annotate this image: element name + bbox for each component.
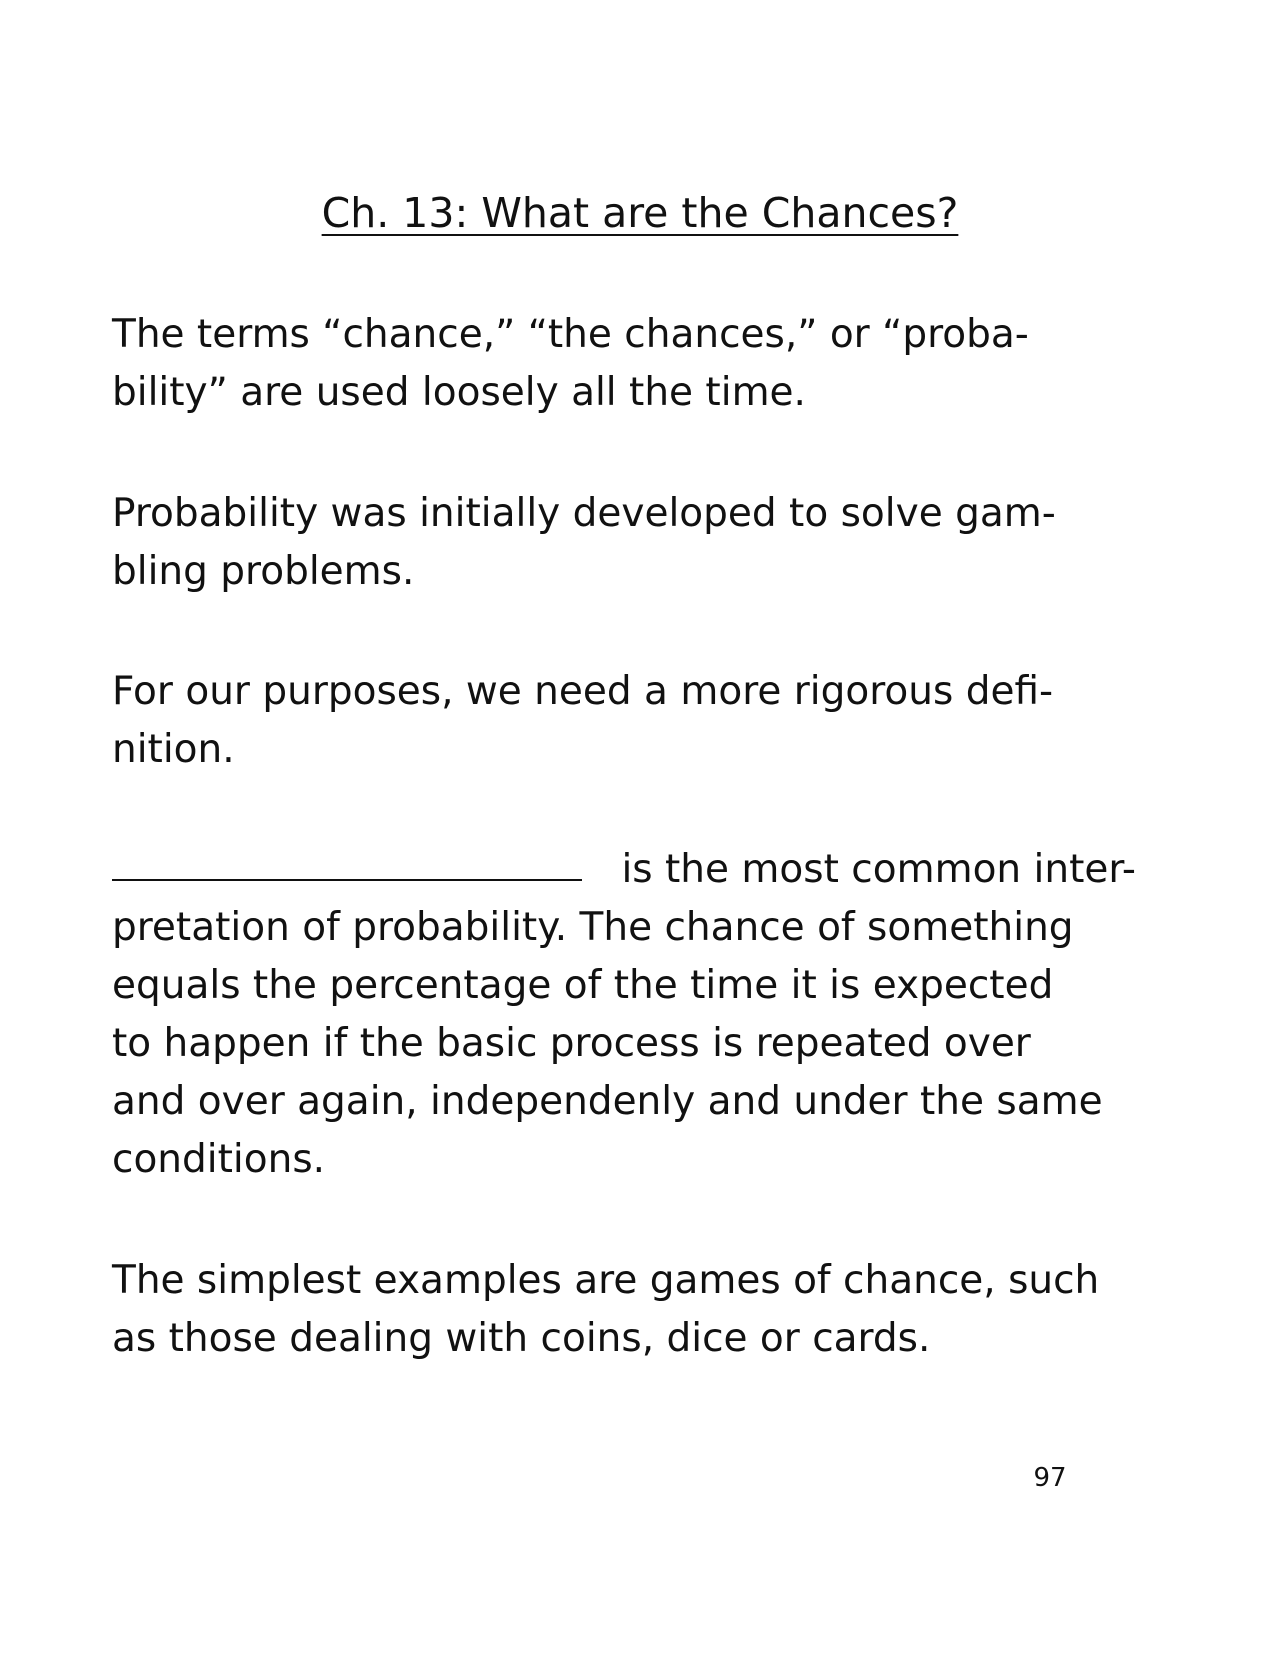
paragraph-line: bling problems. [112, 549, 415, 594]
blank-suffix-text: is the most common inter- [621, 847, 1136, 892]
blank-line [112, 841, 1136, 899]
paragraph-gambling [112, 485, 1136, 601]
paragraph-line: to happen if the basic process is repeated over [112, 1021, 1031, 1066]
page-title: Ch. 13: What are the Chances? [321, 189, 959, 237]
paragraph-terms [112, 306, 1136, 422]
paragraph-line: as those dealing with coins, dice or cards. [112, 1316, 931, 1361]
paragraph-line: For our purposes, we need a more rigorous defi- [112, 669, 1054, 714]
paragraph-line: Probability was initially developed to solve gam- [112, 491, 1056, 536]
paragraph-line: bility” are used loosely all the time. [112, 370, 806, 415]
paragraph-line: equals the percentage of the time it is expected [112, 963, 1054, 1008]
page-number: 97 [1033, 1463, 1067, 1493]
paragraph-examples [112, 1252, 1136, 1368]
paragraph-line: nition. [112, 727, 235, 772]
paragraph-line: pretation of probability. The chance of something [112, 905, 1074, 950]
paragraph-line: The terms “chance,” “the chances,” or “proba- [112, 312, 1029, 357]
paragraph-line: conditions. [112, 1137, 326, 1182]
paragraph-line: and over again, independenly and under the same [112, 1079, 1103, 1124]
fill-in-blank [112, 841, 582, 881]
paragraph-definition [112, 663, 1136, 779]
paragraph-line: The simplest examples are games of chance, such [112, 1258, 1100, 1303]
paragraph-frequency [112, 841, 1136, 1189]
